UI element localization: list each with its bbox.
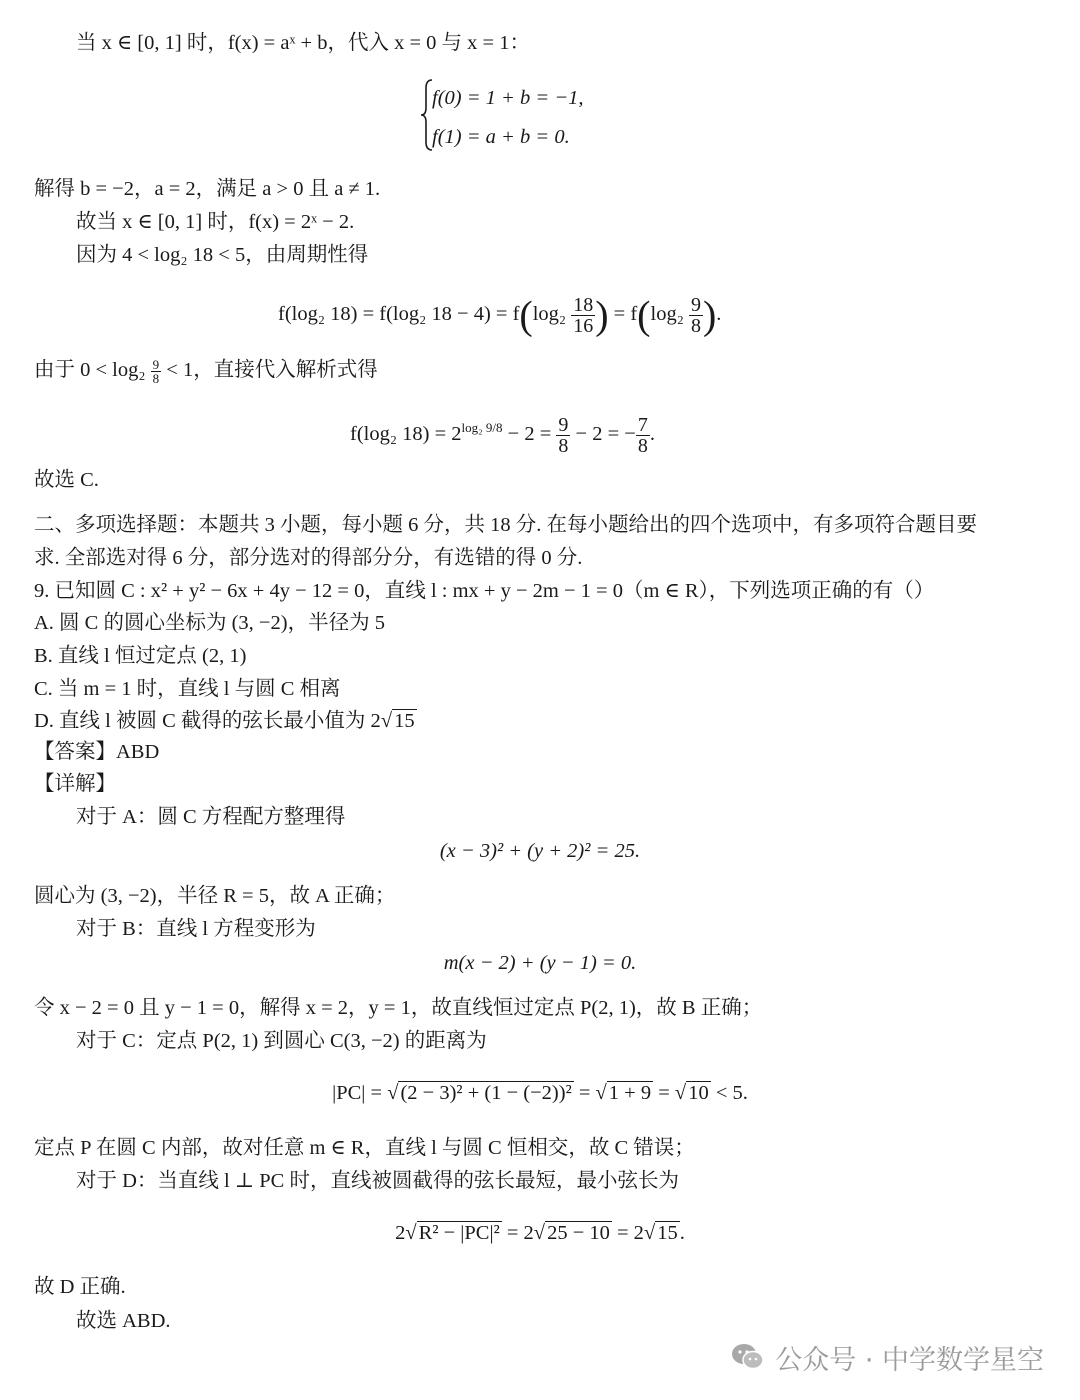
eq-part: < 5. — [715, 1082, 748, 1104]
denominator: 8 — [152, 370, 160, 386]
eq-paren: ( — [637, 292, 651, 338]
eq-part: 2 — [395, 1222, 406, 1244]
text-line: 圆心为 (3, −2)，半径 R = 5，故 A 正确； — [34, 885, 396, 907]
fraction — [151, 358, 162, 385]
option-b: B. 直线 l 恒过定点 (2, 1) — [34, 645, 247, 667]
text-line: 对于 B：直线 l 方程变形为 — [76, 918, 316, 940]
text-part: D. 直线 l 被圆 C 截得的弦长最小值为 2 — [34, 710, 381, 732]
numerator: 9 — [558, 413, 569, 436]
equation-circle: (x − 3)² + (y + 2)² = 25. — [439, 840, 641, 862]
section-heading: 二、多项选择题：本题共 3 小题，每小题 6 分，共 18 分. 在每小题给出的四个选项中，有多项符合题目要 — [34, 514, 977, 536]
eq-paren: ) — [595, 292, 609, 338]
eq-paren: ( — [519, 292, 533, 338]
eq-part: − 2 = — [507, 422, 552, 445]
eq-part: f(log₂ 18) = 2 — [350, 422, 462, 445]
system-eq-2: f(1) = a + b = 0. — [432, 126, 570, 148]
text-line: 定点 P 在圆 C 内部，故对任意 m ∈ R，直线 l 与圆 C 恒相交，故 C 错误； — [34, 1137, 695, 1159]
watermark — [731, 1340, 1044, 1374]
eq-part: = f — [613, 303, 638, 325]
equation-line: m(x − 2) + (y − 1) = 0. — [443, 952, 637, 974]
text-line: 对于 C：定点 P(2, 1) 到圆心 C(3, −2) 的距离为 — [76, 1030, 487, 1052]
radicand: R² − |PC|² — [418, 1222, 500, 1244]
text-line: 故当 x ∈ [0, 1] 时，f(x) = 2ˣ − 2. — [76, 211, 355, 233]
text-line: 解得 b = −2，a = 2，满足 a > 0 且 a ≠ 1. — [34, 178, 381, 200]
radicand: 15 — [394, 710, 415, 732]
eq-part: = — [578, 1082, 591, 1104]
radicand: 10 — [688, 1082, 709, 1104]
answer-label: 【答案】ABD — [34, 741, 160, 763]
eq-part: |PC| = — [332, 1082, 383, 1104]
text-part: 由于 0 < log₂ — [34, 359, 146, 381]
equation-chord: 2√R² − |PC|² = 2√25 − 10 = 2√15. — [395, 1222, 685, 1244]
fraction — [571, 295, 595, 336]
denominator: 8 — [637, 434, 648, 457]
text-line: 令 x − 2 = 0 且 y − 1 = 0，解得 x = 2，y = 1，故直线恒过定点 P(2, 1)，故 B 正确； — [34, 997, 763, 1019]
eq-part: . — [679, 1222, 685, 1244]
eq-paren: ) — [702, 292, 717, 338]
text-line: 当 x ∈ [0, 1] 时，f(x) = aˣ + b，代入 x = 0 与 x = 1： — [76, 32, 530, 54]
text-line: 因为 4 < log₂ 18 < 5，由周期性得 — [76, 244, 369, 266]
radicand: 1 + 9 — [608, 1082, 652, 1104]
option-a: A. 圆 C 的圆心坐标为 (3, −2)，半径为 5 — [34, 612, 385, 634]
eq-part: = 2 — [506, 1222, 534, 1244]
equation-periodic: f(log₂ 18) = f(log₂ 18 − 4) = f(log₂ $\frac{18}{16}$ ) = f(log₂ $\frac{9}{8}$ ). — [278, 292, 722, 338]
equation-distance: |PC| = √(2 − 3)² + (1 − (−2))² = √1 + 9 = √10 < 5. — [332, 1082, 748, 1104]
option-c: C. 当 m = 1 时，直线 l 与圆 C 相离 — [34, 678, 341, 700]
denominator: 16 — [573, 314, 594, 337]
radicand: (2 − 3)² + (1 − (−2))² — [400, 1082, 572, 1104]
eq-part: log₂ — [532, 303, 567, 325]
eq-part: f(log₂ 18) = f(log₂ 18 − 4) = f — [278, 303, 520, 325]
wechat-icon — [731, 1342, 765, 1372]
system-eq-1: f(0) = 1 + b = −1, — [432, 87, 584, 109]
numerator: 7 — [637, 413, 648, 436]
numerator: 9 — [152, 356, 160, 372]
eq-part: = — [658, 1082, 670, 1104]
text-line: 故 D 正确. — [34, 1276, 126, 1298]
eq-part: − 2 = − — [575, 422, 636, 445]
numerator: 18 — [573, 293, 594, 316]
eq-part: log₂ — [650, 303, 684, 325]
section-heading: 求. 全部选对得 6 分，部分选对的得部分分，有选错的得 0 分. — [34, 547, 583, 569]
text-part: < 1，直接代入解析式得 — [166, 359, 378, 381]
fraction — [636, 415, 650, 456]
denominator: 8 — [690, 314, 701, 337]
fraction — [689, 295, 703, 336]
watermark-text: 公众号 · 中学数学星空 — [775, 1344, 1044, 1376]
eq-part: = 2 — [617, 1222, 644, 1244]
denominator: 8 — [558, 434, 569, 457]
text-line: 对于 D：当直线 l ⊥ PC 时，直线被圆截得的弦长最短，最小弦长为 — [76, 1170, 679, 1192]
detail-label: 【详解】 — [34, 773, 116, 795]
text-line — [34, 357, 378, 385]
fraction — [556, 415, 570, 456]
text-line: 对于 A：圆 C 方程配方整理得 — [76, 806, 346, 828]
option-d: D. 直线 l 被圆 C 截得的弦长最小值为 2√15 — [34, 710, 415, 732]
radicand: 15 — [657, 1222, 678, 1244]
numerator: 9 — [690, 293, 701, 316]
question-9: 9. 已知圆 C : x² + y² − 6x + 4y − 12 = 0，直线 l : mx + y − 2m − 1 = 0（m ∈ R），下列选项正确的有（） — [34, 580, 935, 602]
text-line: 故选 ABD. — [76, 1310, 171, 1332]
text-line: 故选 C. — [34, 469, 99, 491]
radicand: 25 − 10 — [547, 1222, 610, 1244]
exponent: log₂ 9/8 — [461, 420, 503, 435]
equation-substitute: f(log₂ $18) = 2^{log_2 9/8} - 2$ = $\frac{9}{8}$ − 2 = − $\frac{7}{8}$ . — [350, 413, 655, 457]
